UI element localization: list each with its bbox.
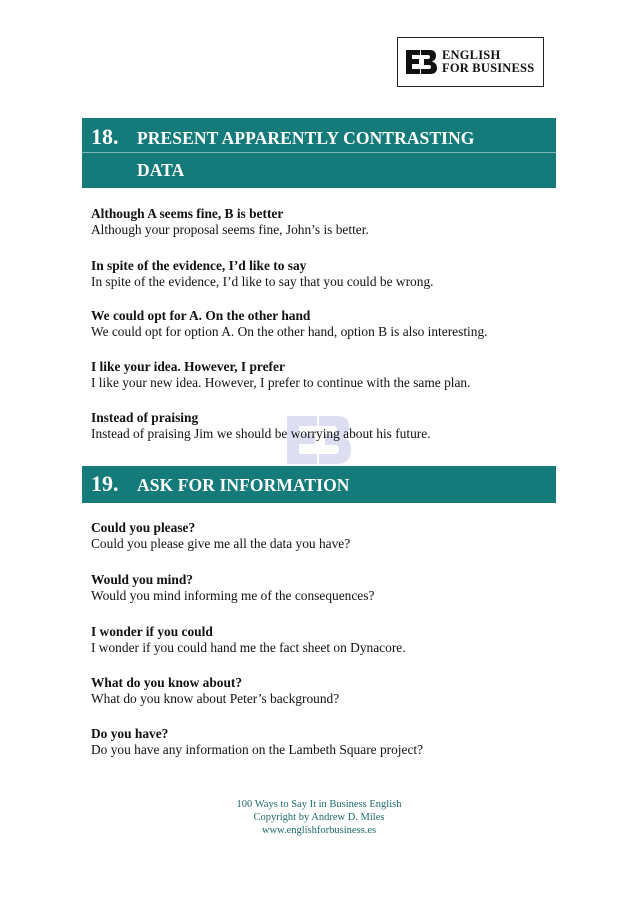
phrase-heading: Would you mind? [91,572,193,587]
phrase-example: Would you mind informing me of the consequences? [91,588,375,603]
english-for-business-logo [397,37,544,87]
phrase-heading: In spite of the evidence, I’d like to say [91,258,307,273]
logo-line-1: ENGLISH [442,48,501,62]
section-number: 18. [91,124,119,149]
section-19-header [82,466,556,503]
section-title-line-2: DATA [137,160,185,180]
phrase-example: What do you know about Peter’s background? [91,691,340,706]
phrase-item [91,359,470,391]
phrase-item [91,206,369,238]
phrase-item [91,726,423,758]
phrase-example: Instead of praising Jim we should be worrying about his future. [91,426,431,441]
phrase-heading: Could you please? [91,520,196,535]
phrase-example: Could you please give me all the data you have? [91,536,351,551]
phrase-example: Do you have any information on the Lambeth Square project? [91,742,424,757]
phrase-example: We could opt for option A. On the other hand, option B is also interesting. [91,324,488,339]
logo-line-2: FOR BUSINESS [442,61,535,75]
phrase-example: In spite of the evidence, I’d like to say that you could be wrong. [91,274,434,289]
phrase-item [91,308,488,340]
section-title: ASK FOR INFORMATION [137,475,350,495]
section-number: 19. [91,471,119,496]
phrase-example: Although your proposal seems fine, John’s is better. [91,222,369,237]
phrase-heading: Instead of praising [91,410,199,425]
phrase-item [91,258,433,290]
phrase-heading: Do you have? [91,726,169,741]
phrase-heading: What do you know about? [91,675,243,690]
footer-website-link[interactable]: www.englishforbusiness.es [261,825,377,836]
logo-wordmark [442,49,534,75]
phrase-item [91,410,431,442]
page-footer [0,798,638,837]
phrase-item [91,572,374,604]
phrase-item [91,675,339,707]
footer-copyright: Copyright by Andrew D. Miles [253,812,385,823]
phrase-item [91,624,406,656]
phrase-heading: We could opt for A. On the other hand [91,308,311,323]
phrase-item [91,520,350,552]
footer-book-title: 100 Ways to Say It in Business English [236,799,402,810]
phrase-heading: I wonder if you could [91,624,213,639]
phrase-example: I like your new idea. However, I prefer to continue with the same plan. [91,375,471,390]
phrase-heading: Although A seems fine, B is better [91,206,284,221]
phrase-example: I wonder if you could hand me the fact sheet on Dynacore. [91,640,406,655]
section-18-header [82,118,556,188]
eb-monogram-icon [404,47,438,77]
section-title-line-1: PRESENT APPARENTLY CONTRASTING [137,128,475,148]
phrase-heading: I like your idea. However, I prefer [91,359,285,374]
